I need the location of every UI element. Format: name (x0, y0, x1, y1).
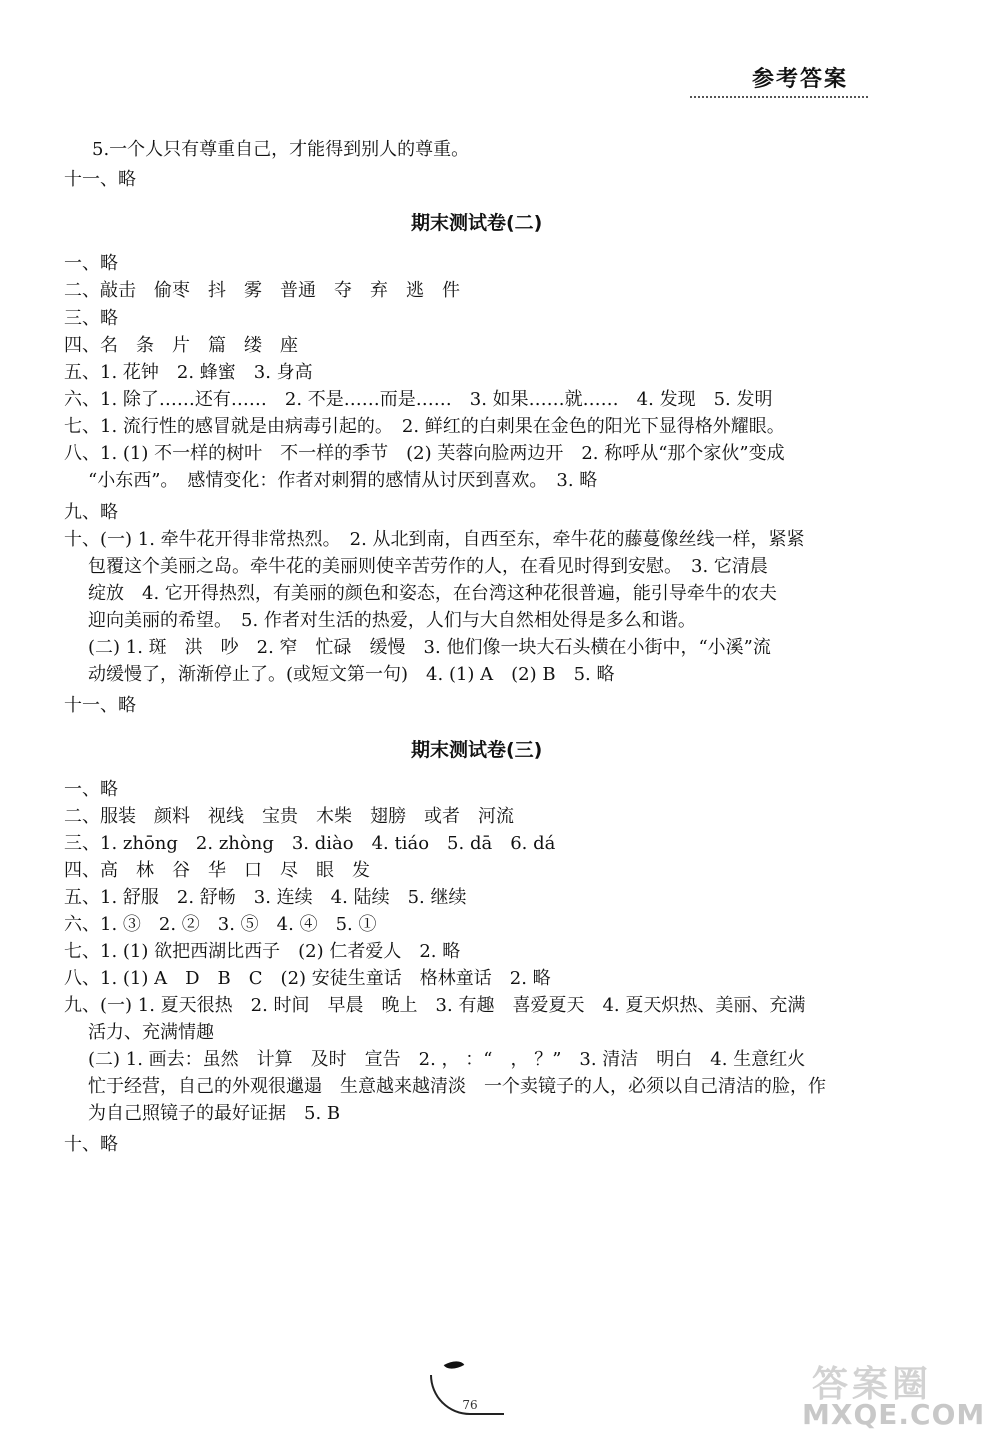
answer-line: 五、1. 花钟 2. 蜂蜜 3. 身高 (64, 362, 313, 383)
answer-line: 七、1. 流行性的感冒就是由病毒引起的。 2. 鲜红的白刺果在金色的阳光下显得格外耀眼。 (64, 416, 785, 437)
leaf-icon (444, 1356, 465, 1374)
header-label: 参考答案 (752, 67, 849, 92)
answer-line: (二) 1. 斑 洪 吵 2. 窄 忙碌 缓慢 3. 他们像一块大石头横在小街中，“小溪”流 (88, 637, 771, 658)
answer-line: 十、略 (64, 1134, 118, 1155)
answer-line: 三、1. zhōng 2. zhòng 3. diào 4. tiáo 5. dā 6. dá (64, 833, 556, 854)
answer-line: 六、1. 除了……还有…… 2. 不是……而是…… 3. 如果……就…… 4. 发现 5. 发明 (64, 389, 773, 410)
answer-line: 忙于经营，自己的外观很邋遢 生意越来越清淡 一个卖镜子的人，必须以自己清洁的脸，作 (88, 1076, 826, 1097)
answer-line: 十一、略 (64, 169, 136, 190)
section-title: 期末测试卷(二) (411, 212, 543, 234)
answer-line: 5.一个人只有尊重自己，才能得到别人的尊重。 (92, 139, 470, 160)
answer-line: 绽放 4. 它开得热烈，有美丽的颜色和姿态，在台湾这种花很普遍，能引导牵牛的农夫 (88, 583, 777, 604)
section-title: 期末测试卷(三) (411, 739, 543, 761)
answer-line: “小东西”。 感情变化：作者对刺猬的感情从讨厌到喜欢。 3. 略 (88, 470, 598, 491)
answer-line: 动缓慢了，渐渐停止了。(或短文第一句) 4. (1) A (2) B 5. 略 (88, 664, 615, 685)
answer-line: 一、略 (64, 253, 118, 274)
answer-line: 活力、充满情趣 (88, 1022, 214, 1043)
page-number: 76 (462, 1398, 478, 1412)
answer-line: 七、1. (1) 欲把西湖比西子 (2) 仁者爱人 2. 略 (64, 941, 461, 962)
answer-line: 八、1. (1) A D B C (2) 安徒生童话 格林童话 2. 略 (64, 968, 551, 989)
answer-line: 十、(一) 1. 牵牛花开得非常热烈。 2. 从北到南，自西至东，牵牛花的藤蔓像丝线一样，紧紧 (64, 529, 805, 550)
answer-line: 四、高 林 谷 华 口 尽 眼 发 (64, 860, 370, 881)
answer-line: 十一、略 (64, 695, 136, 716)
watermark-logo: 答案圈 (812, 1364, 933, 1405)
answer-line: 四、名 条 片 篇 缕 座 (64, 335, 298, 356)
answer-line: 九、(一) 1. 夏天很热 2. 时间 早晨 晚上 3. 有趣 喜爱夏天 4. 夏天炽热、美丽、充满 (64, 995, 806, 1016)
answer-line: (二) 1. 画去：虽然 计算 及时 宣告 2. ， ：“ ， ？” 3. 清洁 明白 4. 生意红火 (88, 1049, 806, 1070)
watermark-site: MXQE.COM (802, 1398, 986, 1431)
answer-line: 一、略 (64, 779, 118, 800)
answer-line: 六、1. ③ 2. ② 3. ⑤ 4. ④ 5. ① (64, 914, 377, 935)
answer-line: 五、1. 舒服 2. 舒畅 3. 连续 4. 陆续 5. 继续 (64, 887, 467, 908)
answer-line: 为自己照镜子的最好证据 5. B (88, 1103, 341, 1124)
header-dotted-rule (690, 96, 868, 98)
answer-line: 八、1. (1) 不一样的树叶 不一样的季节 (2) 芙蓉向脸两边开 2. 称呼从“那个家伙”变成 (64, 443, 785, 464)
answer-line: 二、敲击 偷枣 抖 雾 普通 夺 弃 逃 件 (64, 280, 460, 301)
answer-line: 三、略 (64, 308, 118, 329)
answer-line: 二、服装 颜料 视线 宝贵 木柴 翅膀 或者 河流 (64, 806, 514, 827)
answer-line: 迎向美丽的希望。 5. 作者对生活的热爱，人们与大自然相处得是多么和谐。 (88, 610, 696, 631)
answer-line: 九、略 (64, 502, 118, 523)
answer-line: 包覆这个美丽之岛。牵牛花的美丽则使辛苦劳作的人，在看见时得到安慰。 3. 它清晨 (88, 556, 768, 577)
